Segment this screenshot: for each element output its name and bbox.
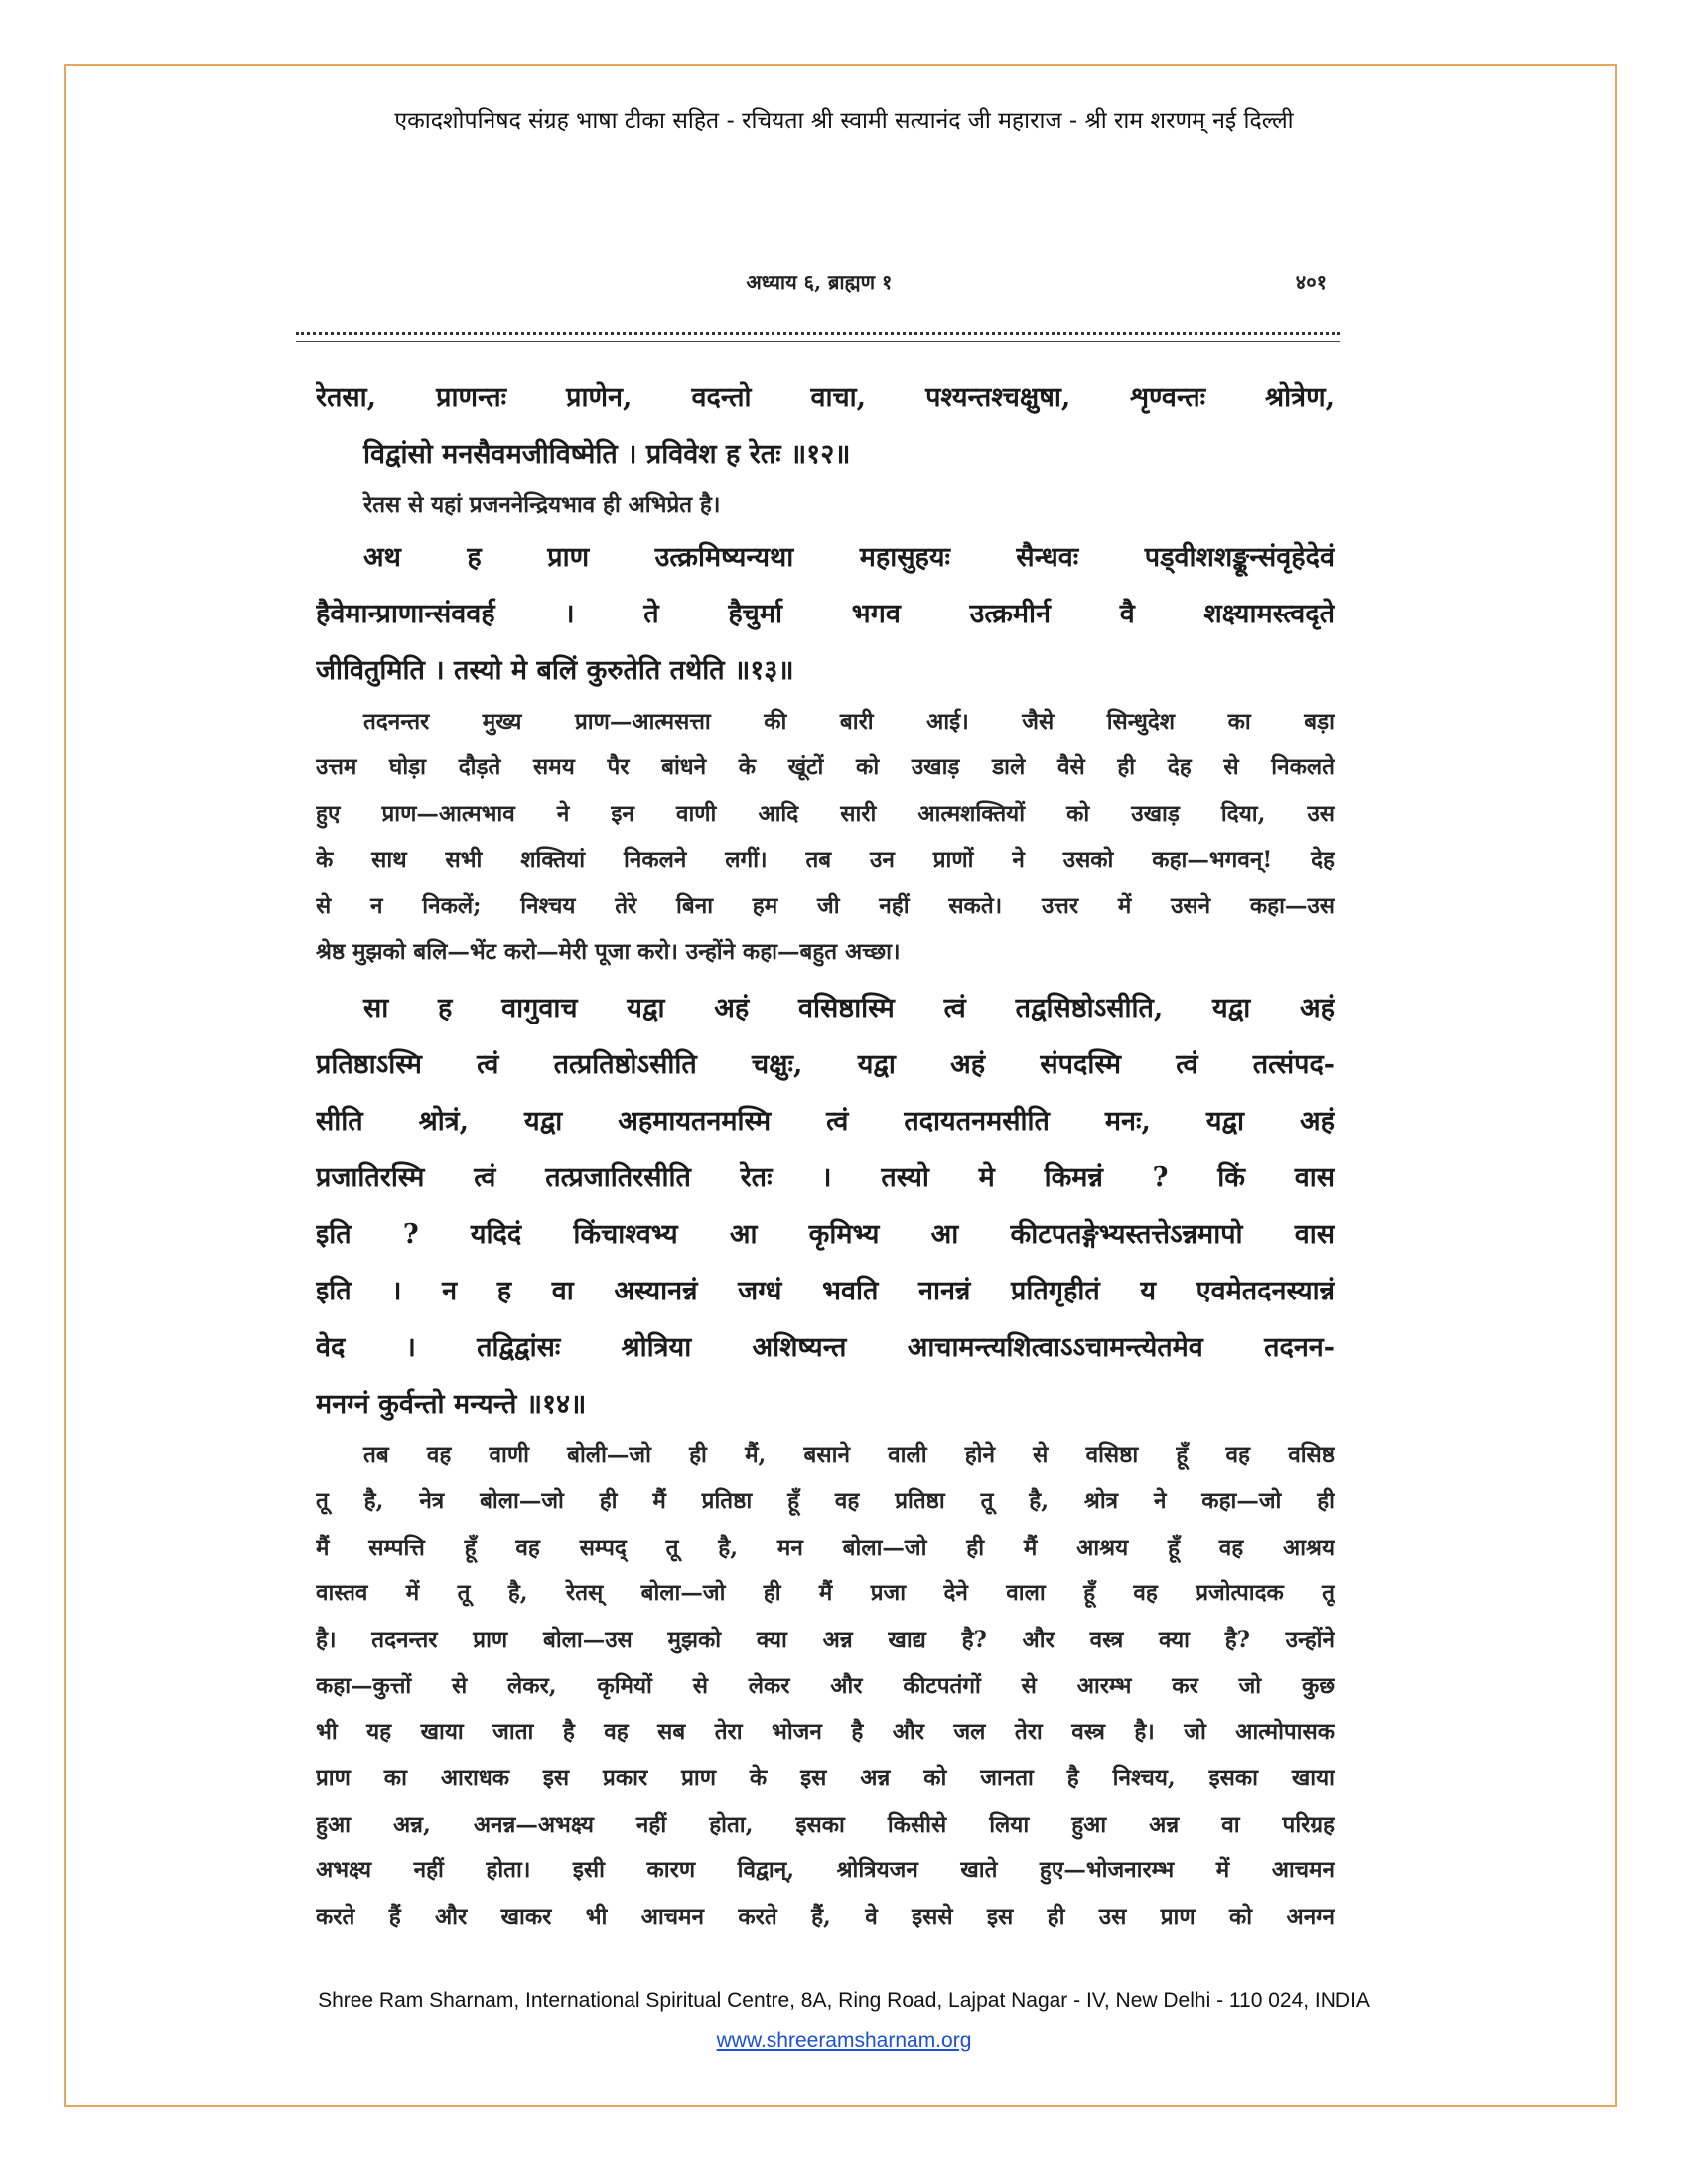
commentary-14-line: भी यह खाया जाता है वह सब तेरा भोजन है और जल तेरा वस्त्र है। जो आत्मोपासक [316, 1718, 1335, 1745]
verse-13-line: हैवेमान्प्राणान्संववर्ह । ते हैचुर्मा भगव उत्क्रमीर्न वै शक्ष्यामस्त्वदृते [316, 598, 1335, 629]
verse-13-line: जीवितुमिति । तस्यो मे बलिं कुरुतेति तथेति ॥१३॥ [316, 654, 794, 686]
commentary-14-line: तू है, नेत्र बोला—जो ही मैं प्रतिष्ठा हूँ वह प्रतिष्ठा तू है, श्रोत्र ने कहा—जो ही [316, 1488, 1335, 1514]
verse-14-line: प्रजातिरस्मि त्वं तत्प्रजातिरसीति रेतः । तस्यो मे किमन्नं ? किं वास [316, 1161, 1335, 1193]
commentary-13-line: उत्तम घोड़ा दौड़ते समय पैर बांधने के खूंटों को उखाड़ डाले वैसे ही देह से निकलते [316, 754, 1335, 780]
commentary-13-line: श्रेष्ठ मुझको बलि—भेंट करो—मेरी पूजा करो। उन्होंने कहा—बहुत अच्छा। [316, 939, 901, 965]
commentary-13-line: के साथ सभी शक्तियां निकलने लगीं। तब उन प्राणों ने उसको कहा—भगवन्! देह [316, 847, 1335, 873]
commentary-14-line: प्राण का आराधक इस प्रकार प्राण के इस अन्न को जानता है निश्चय, इसका खाया [316, 1765, 1335, 1791]
verse-13-line: अथ ह प्राण उत्क्रमिष्यन्यथा महासुहयः सैन्धवः पड्वीशशङ्कून्संवृहेदेवं [363, 541, 1335, 573]
verse-14-line: इति । न ह वा अस्यानन्नं जग्धं भवति नानन्नं प्रतिगृहीतं य एवमेतदनस्यान्नं [316, 1275, 1335, 1306]
verse-14-line: वेद । तद्विद्वांसः श्रोत्रिया अशिष्यन्त आचामन्त्यशित्वाऽऽचामन्त्येतमेव तदनन- [316, 1331, 1335, 1363]
footer-website [0, 2029, 1688, 2053]
page-header-title: एकादशोपनिषद संग्रह भाषा टीका सहित - रचियता श्री स्वामी सत्यानंद जी महाराज - श्री राम शरणम् नई दिल्ली [394, 108, 1294, 134]
note-12: रेतस से यहां प्रजननेन्द्रियभाव ही अभिप्रेत है। [363, 492, 721, 518]
commentary-14-line: वास्तव में तू है, रेतस् बोला—जो ही मैं प्रजा देने वाला हूँ वह प्रजोत्पादक तू [316, 1580, 1335, 1606]
verse-14-line: मनग्नं कुर्वन्तो मन्यन्ते ॥१४॥ [316, 1388, 587, 1420]
commentary-14-line: है। तदनन्तर प्राण बोला—उस मुझको क्या अन्न खाद्य है? और वस्त्र क्या है? उन्होंने [316, 1626, 1335, 1653]
header-solid-rule [296, 341, 1340, 342]
commentary-14-line: कहा—कुत्तों से लेकर, कृमियों से लेकर और कीटपतंगों से आरम्भ कर जो कुछ [316, 1673, 1335, 1699]
scanned-page-text [316, 369, 1335, 1936]
website-link[interactable]: www.shreeramsharnam.org [716, 2029, 972, 2052]
verse-14-line: सा ह वागुवाच यद्वा अहं वसिष्ठास्मि त्वं तद्वसिष्ठोऽसीति, यद्वा अहं [363, 992, 1335, 1024]
verse-12-line: विद्वांसो मनसैवमजीविष्मेति । प्रविवेश ह रेतः ॥१२॥ [363, 439, 851, 470]
verse-14-line: प्रतिष्ठाऽस्मि त्वं तत्प्रतिष्ठोऽसीति चक्षुः, यद्वा अहं संपदस्मि त्वं तत्संपद- [316, 1048, 1335, 1080]
footer-address: Shree Ram Sharnam, International Spiritual Centre, 8A, Ring Road, Lajpat Nagar - IV, New Delhi - 110 024, INDIA [318, 1989, 1370, 2012]
commentary-14-line: तब वह वाणी बोली—जो ही मैं, बसाने वाली होने से वसिष्ठा हूँ वह वसिष्ठ [363, 1441, 1335, 1468]
page-number: ४०१ [1295, 270, 1327, 294]
commentary-14-line: अभक्ष्य नहीं होता। इसी कारण विद्वान्, श्रोत्रियजन खाते हुए—भोजनारम्भ में आचमन [316, 1857, 1335, 1883]
chapter-section-title: अध्याय ६, ब्राह्मण १ [746, 270, 893, 294]
commentary-13-line: हुए प्राण—आत्मभाव ने इन वाणी आदि सारी आत्मशक्तियों को उखाड़ दिया, उस [316, 800, 1335, 827]
verse-12-line: रेतसा, प्राणन्तः प्राणेन, वदन्तो वाचा, पश्यन्तश्चक्षुषा, शृण्वन्तः श्रोत्रेण, [316, 382, 1335, 413]
verse-14-line: इति ? यदिदं किंचाश्वभ्य आ कृमिभ्य आ कीटपतङ्गेभ्यस्तत्तेऽन्नमापो वास [316, 1218, 1335, 1250]
commentary-13-line: से न निकलें; निश्चय तेरे बिना हम जी नहीं सकते। उत्तर में उसने कहा—उस [316, 892, 1335, 919]
commentary-13-line: तदनन्तर मुख्य प्राण—आत्मसत्ता की बारी आई। जैसे सिन्धुदेश का बड़ा [363, 708, 1335, 735]
verse-14-line: सीति श्रोत्रं, यद्वा अहमायतनमस्मि त्वं तदायतनमसीति मनः, यद्वा अहं [316, 1105, 1335, 1137]
header-dotted-rule [296, 332, 1340, 335]
commentary-14-line: करते हैं और खाकर भी आचमन करते हैं, वे इससे इस ही उस प्राण को अनग्न [316, 1903, 1335, 1930]
running-head [298, 268, 1340, 304]
commentary-14-line: हुआ अन्न, अनन्न—अभक्ष्य नहीं होता, इसका किसीसे लिया हुआ अन्न वा परिग्रह [316, 1811, 1335, 1838]
commentary-14-line: मैं सम्पत्ति हूँ वह सम्पद् तू है, मन बोला—जो ही मैं आश्रय हूँ वह आश्रय [316, 1534, 1335, 1561]
